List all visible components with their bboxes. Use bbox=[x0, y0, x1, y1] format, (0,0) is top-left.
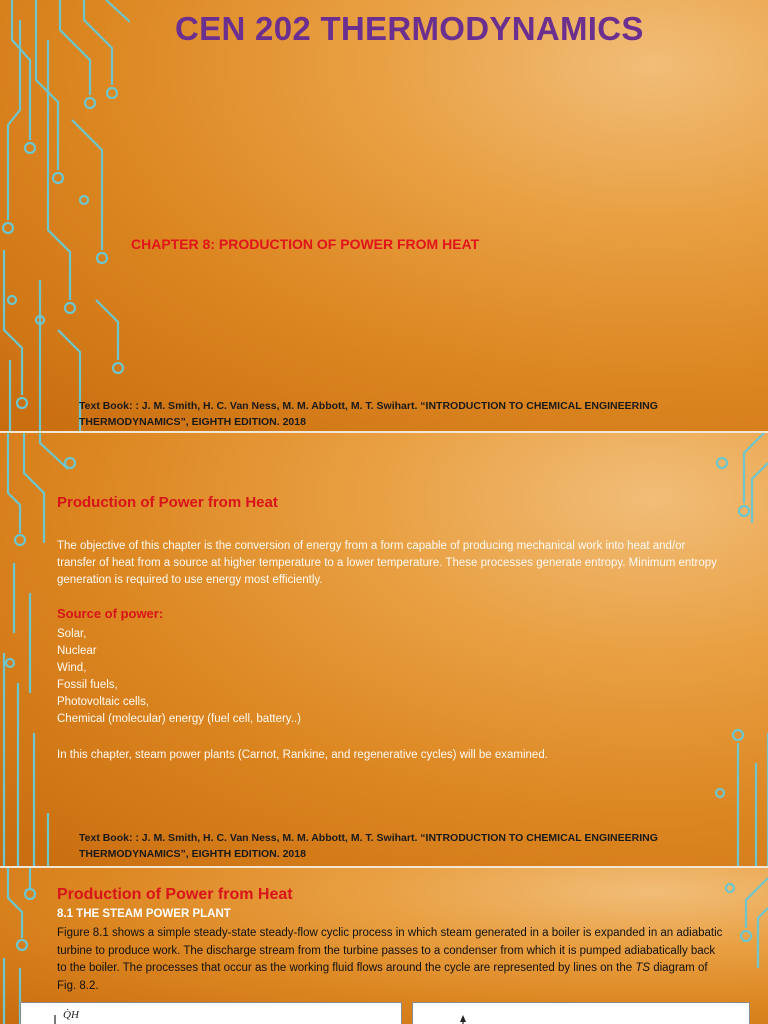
figure-8-1-panel bbox=[20, 1002, 402, 1024]
body-text: Figure 8.1 shows a simple steady-state steady-flow cyclic process in which steam generated in a boiler is expanded in an adiabatic turbine to produce work. The discharge stream from the turbine passes to a condenser from which it is pumped adiabatically back to the boiler. The processes that occur as the working fluid flows around the cycle are represented by lines on the bbox=[57, 927, 723, 974]
reference-line-1: Text Book: : J. M. Smith, H. C. Van Ness, M. M. Abbott, M. T. Swihart. “INTRODUCTION TO CHEMICAL ENGINEERING bbox=[79, 832, 658, 844]
slide-heading: Production of Power from Heat bbox=[57, 494, 278, 511]
section-title: 8.1 THE STEAM POWER PLANT bbox=[57, 908, 231, 920]
list-item: Wind, bbox=[57, 662, 87, 674]
content-slide bbox=[0, 868, 768, 1024]
intro-paragraph: The objective of this chapter is the conversion of energy from a form capable of producing mechanical work into heat and/or transfer of heat from a source at higher temperature to a lower temperature. These processes generate entropy. Minimum entropy generation is required to use energy most efficiently. bbox=[57, 540, 717, 586]
list-item: Photovoltaic cells, bbox=[57, 696, 150, 708]
list-item: Solar, bbox=[57, 628, 87, 640]
reference-line-1: Text Book: : J. M. Smith, H. C. Van Ness, M. M. Abbott, M. T. Swihart. “INTRODUCTION TO CHEMICAL ENGINEERING bbox=[79, 400, 658, 412]
course-title: CEN 202 THERMODYNAMICS bbox=[175, 10, 644, 47]
circuit-decoration-icon bbox=[0, 868, 60, 1024]
title-slide bbox=[0, 0, 768, 431]
chapter-title: CHAPTER 8: PRODUCTION OF POWER FROM HEAT bbox=[131, 236, 480, 252]
list-item: Fossil fuels, bbox=[57, 679, 118, 691]
body-italic-text: TS bbox=[635, 962, 651, 974]
slide-heading: Production of Power from Heat bbox=[57, 886, 293, 903]
figure-label: Q̇H bbox=[63, 1009, 79, 1021]
circuit-decoration-icon bbox=[708, 433, 768, 866]
circuit-decoration-icon bbox=[0, 0, 130, 431]
figure-8-2-panel bbox=[412, 1002, 750, 1024]
list-item: Nuclear bbox=[57, 645, 97, 657]
reference-line-2: THERMODYNAMICS”, EIGHTH EDITION. 2018 bbox=[79, 848, 306, 860]
textbook-reference bbox=[79, 830, 729, 862]
closing-paragraph: In this chapter, steam power plants (Carnot, Rankine, and regenerative cycles) will be examined. bbox=[57, 749, 548, 761]
reference-line-2: THERMODYNAMICS”, EIGHTH EDITION. 2018 bbox=[79, 416, 306, 428]
heat-arrow-icon bbox=[51, 1013, 63, 1024]
body-paragraph bbox=[57, 925, 723, 995]
list-item: Chemical (molecular) energy (fuel cell, battery..) bbox=[57, 713, 301, 725]
axis-arrow-icon bbox=[457, 1013, 469, 1024]
source-heading: Source of power: bbox=[57, 606, 164, 621]
power-sources-list bbox=[57, 626, 301, 728]
textbook-reference bbox=[79, 398, 729, 430]
circuit-decoration-icon bbox=[718, 868, 768, 1024]
content-slide bbox=[0, 433, 768, 866]
body-text: diagram of Fig. 8.2. bbox=[57, 962, 708, 992]
